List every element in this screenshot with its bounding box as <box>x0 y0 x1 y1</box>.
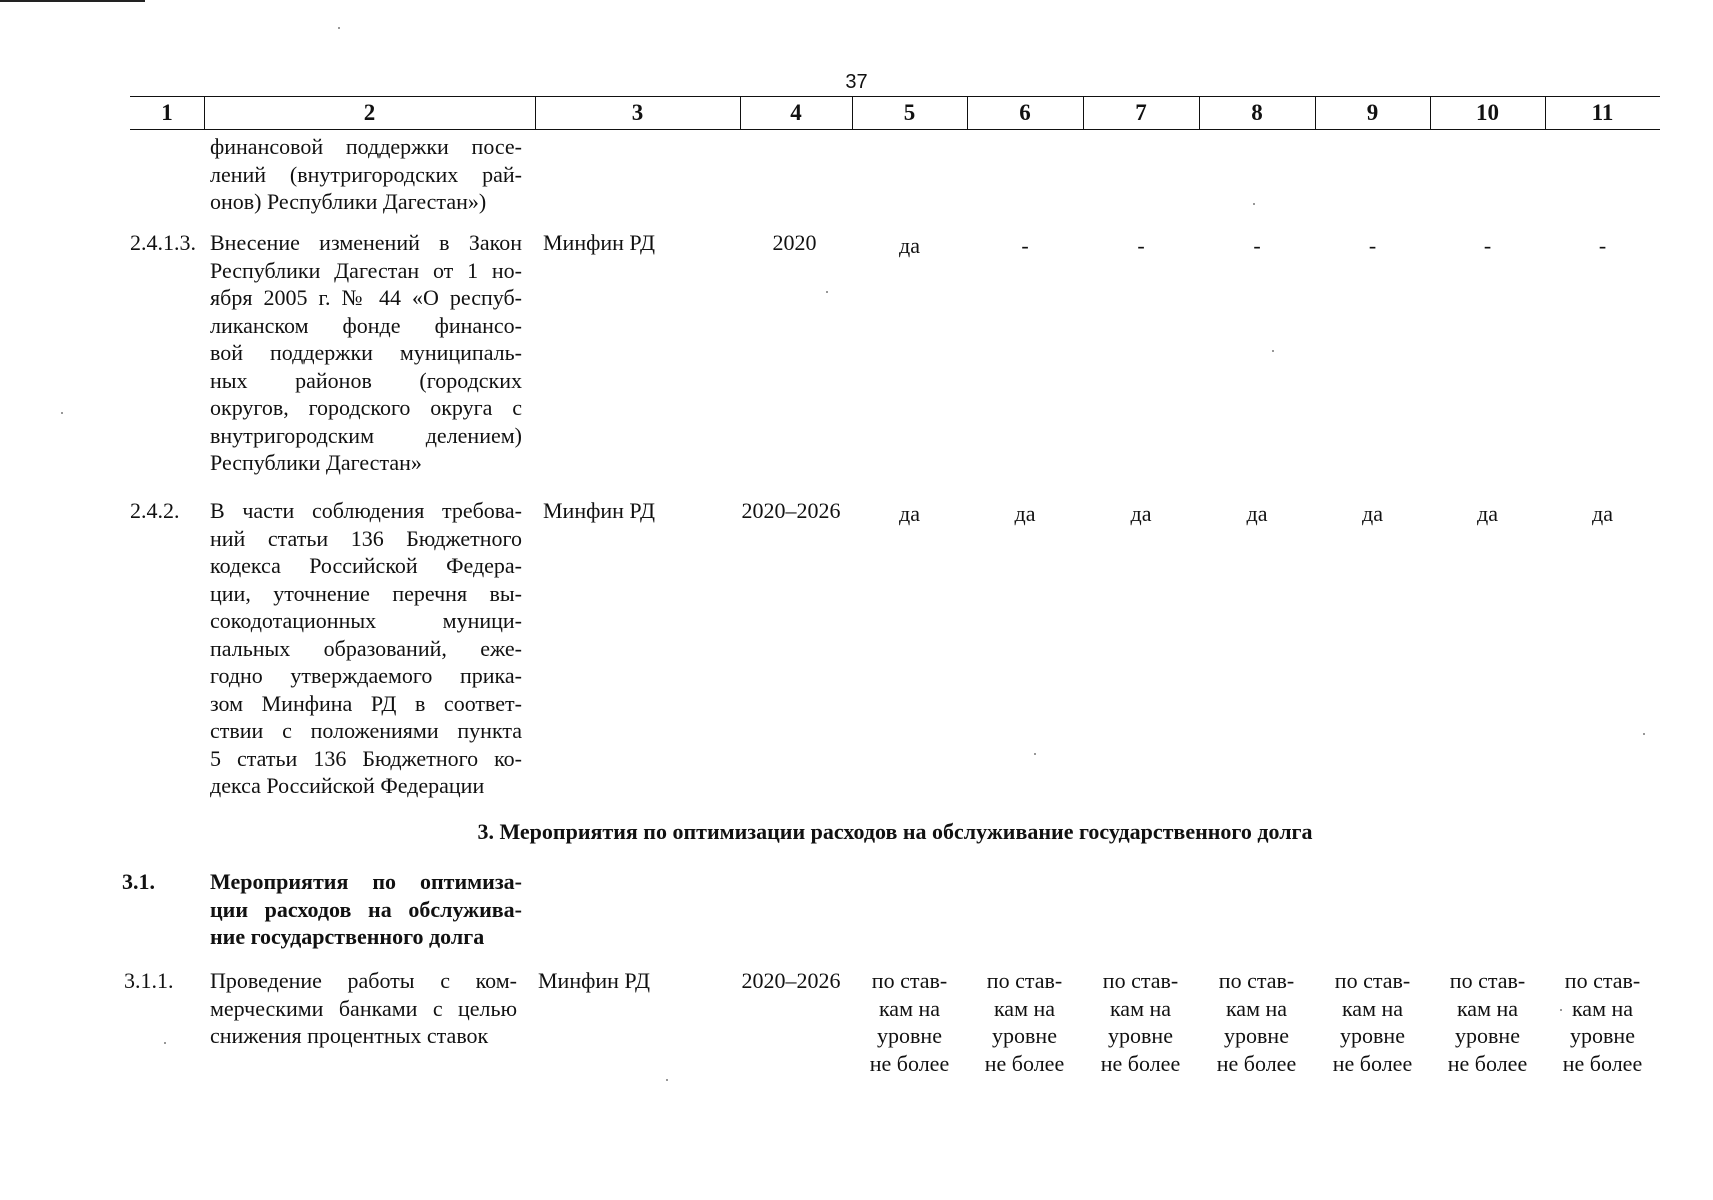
column-separator <box>535 96 536 130</box>
text-line: Проведение работы с ком- <box>210 968 517 993</box>
value-col-8: - <box>1253 233 1261 258</box>
text-line: по став- <box>871 968 948 993</box>
text-line: уровне <box>1224 1023 1289 1048</box>
page-number: 37 <box>845 71 868 93</box>
row-number-3-1-1: 3.1.1. <box>124 968 174 993</box>
column-separator <box>1545 96 1546 130</box>
column-header-7: 7 <box>1135 100 1147 125</box>
text-line: по став- <box>1334 968 1411 993</box>
text-line: снижения процентных ставок <box>210 1023 489 1048</box>
text-line: 5 статьи 136 Бюджетного ко- <box>210 745 522 771</box>
continuation-description <box>210 133 522 216</box>
text-line: кам на <box>1571 995 1634 1021</box>
scan-speck <box>338 27 340 29</box>
row-description-2-4-1-3 <box>210 229 522 477</box>
value-col-6: - <box>1021 233 1029 258</box>
value-col-6: да <box>1014 501 1036 526</box>
column-separator <box>1083 96 1084 130</box>
scan-speck <box>1560 1009 1562 1011</box>
column-separator <box>204 96 205 130</box>
row-period-2-4-2: 2020–2026 <box>741 498 841 523</box>
text-line: Республики Дагестан» <box>210 450 422 475</box>
row-period-3-1-1: 2020–2026 <box>741 968 841 993</box>
text-line: В части соблюдения требова- <box>210 498 522 523</box>
text-line: не более <box>1562 1050 1643 1076</box>
text-line: уровне <box>1108 1023 1173 1048</box>
value-col-5: да <box>899 501 920 526</box>
text-line: онов) Республики Дагестан») <box>210 189 487 214</box>
column-separator <box>967 96 968 130</box>
text-line: не более <box>1216 1050 1297 1076</box>
scan-speck <box>164 1042 166 1044</box>
value-col-7 <box>1083 967 1198 1077</box>
text-line: ние государственного долга <box>210 924 485 949</box>
text-line: внутригородским делением) <box>210 422 522 448</box>
text-line: кам на <box>993 995 1056 1021</box>
row-period-2-4-1-3: 2020 <box>772 230 817 255</box>
value-col-10: - <box>1483 233 1492 258</box>
value-col-11: - <box>1598 233 1607 258</box>
column-header-1: 1 <box>161 100 173 125</box>
column-separator <box>852 96 853 130</box>
text-line: по став- <box>1218 968 1295 993</box>
text-line: не более <box>984 1050 1065 1076</box>
text-line: кам на <box>1225 995 1288 1021</box>
value-col-7: - <box>1137 233 1145 258</box>
value-col-7: да <box>1130 501 1152 526</box>
text-line: лений (внутригородских рай- <box>210 161 522 187</box>
value-col-10: да <box>1477 501 1498 526</box>
table-header-row <box>130 96 1660 131</box>
row-description-2-4-2 <box>210 497 522 800</box>
subsection-description <box>210 868 522 951</box>
column-separator <box>740 96 741 130</box>
text-line: по став- <box>986 968 1063 993</box>
text-line: ний статьи 136 Бюджетного <box>210 525 522 551</box>
scan-speck <box>1253 203 1255 205</box>
row-executor-2-4-1-3: Минфин РД <box>543 230 655 255</box>
value-col-10 <box>1430 967 1545 1077</box>
scan-speck <box>826 291 828 293</box>
text-line: ции, уточнение перечня вы- <box>210 580 522 606</box>
column-header-6: 6 <box>1019 100 1031 125</box>
text-line: уровне <box>1340 1023 1405 1048</box>
value-col-11: да <box>1592 501 1613 526</box>
text-line: пальных образований, еже- <box>210 635 522 661</box>
text-line: по став- <box>1564 968 1641 993</box>
value-col-9: - <box>1368 233 1377 258</box>
text-line: финансовой поддержки посе- <box>210 134 522 159</box>
text-line: не более <box>1447 1050 1528 1076</box>
column-header-10: 10 <box>1476 100 1499 125</box>
scan-speck <box>1034 753 1036 755</box>
text-line: ции расходов на обслужива- <box>210 896 522 922</box>
column-header-3: 3 <box>631 100 644 125</box>
value-col-8 <box>1199 967 1314 1077</box>
column-header-4: 4 <box>790 100 802 125</box>
text-line: мерческими банками с целью <box>210 995 517 1021</box>
scan-speck <box>1272 350 1274 352</box>
text-line: не более <box>1100 1050 1181 1076</box>
row-number-2-4-1-3: 2.4.1.3. <box>130 230 196 255</box>
text-line: кам на <box>1341 995 1404 1021</box>
text-line: уровне <box>1455 1023 1520 1048</box>
column-header-5: 5 <box>903 100 916 125</box>
column-header-9: 9 <box>1366 100 1379 125</box>
value-col-11 <box>1545 967 1660 1077</box>
text-line: уровне <box>877 1023 942 1048</box>
value-col-5: да <box>899 233 920 258</box>
text-line: годно утверждаемого прика- <box>210 663 522 688</box>
text-line: не более <box>869 1050 950 1076</box>
row-executor-2-4-2: Минфин РД <box>543 498 655 523</box>
scan-speck <box>1643 733 1645 735</box>
text-line: не более <box>1332 1050 1413 1076</box>
section-heading: 3. Мероприятия по оптимизации расходов на обслуживание государственного долга <box>477 819 1313 844</box>
column-separator <box>1315 96 1316 130</box>
column-header-11: 11 <box>1591 100 1614 125</box>
text-line: округов, городского округа с <box>210 395 522 420</box>
scan-edge-mark <box>0 0 145 2</box>
text-line: кам на <box>1456 995 1519 1021</box>
text-line: кам на <box>1109 995 1172 1021</box>
text-line: по став- <box>1102 968 1179 993</box>
text-line: ных районов (городских <box>210 367 522 393</box>
column-separator <box>1430 96 1431 130</box>
value-col-5 <box>852 967 967 1077</box>
text-line: уровне <box>992 1023 1057 1048</box>
text-line: Мероприятия по оптимиза- <box>210 869 522 894</box>
text-line: кодекса Российской Федера- <box>210 553 522 578</box>
column-header-2: 2 <box>363 100 376 125</box>
text-line: уровне <box>1570 1023 1635 1048</box>
value-col-9 <box>1315 967 1430 1077</box>
value-col-9: да <box>1362 501 1383 526</box>
text-line: ствии с положениями пункта <box>210 718 522 743</box>
text-line: кам на <box>878 995 941 1021</box>
row-description-3-1-1 <box>210 967 517 1050</box>
text-line: Республики Дагестан от 1 но- <box>210 257 522 283</box>
column-header-8: 8 <box>1251 100 1263 125</box>
text-line: ликанском фонде финансо- <box>210 312 522 338</box>
text-line: ября 2005 г. № 44 «О респуб- <box>210 285 522 310</box>
row-executor-3-1-1: Минфин РД <box>538 968 650 993</box>
text-line: декса Российской Федерации <box>210 773 485 798</box>
text-line: по став- <box>1449 968 1526 993</box>
value-col-6 <box>967 967 1082 1077</box>
scan-speck <box>666 1079 668 1081</box>
text-line: сокодотационных муници- <box>210 608 522 633</box>
text-line: Внесение изменений в Закон <box>210 230 522 255</box>
row-number-2-4-2: 2.4.2. <box>130 498 180 523</box>
column-separator <box>1199 96 1200 130</box>
subsection-number: 3.1. <box>122 869 155 894</box>
scan-speck <box>61 412 63 414</box>
text-line: вой поддержки муниципаль- <box>210 340 522 365</box>
text-line: зом Минфина РД в соответ- <box>210 690 522 716</box>
value-col-8: да <box>1246 501 1268 526</box>
